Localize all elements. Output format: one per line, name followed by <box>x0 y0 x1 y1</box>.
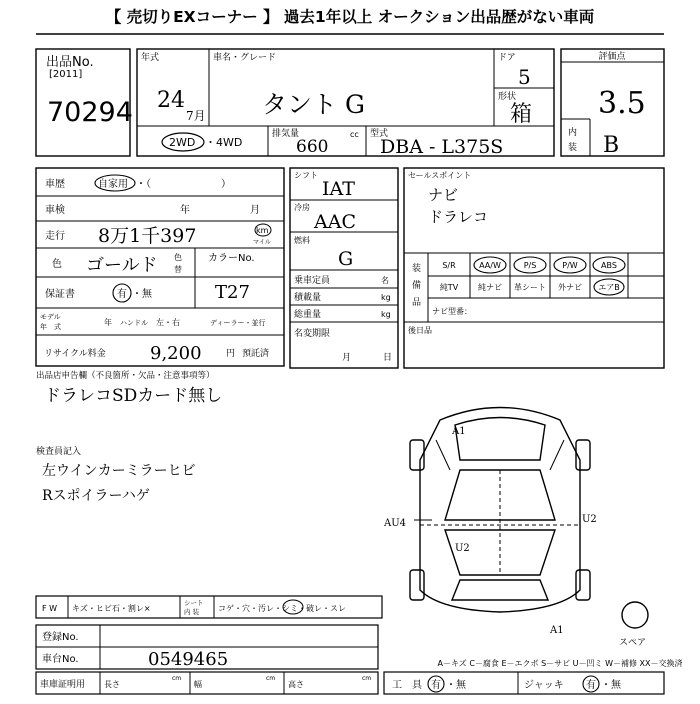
equip-airbag: エアB <box>598 283 620 292</box>
jack-label: ジャッキ <box>524 680 564 691</box>
handle-label: ハンドル <box>120 319 148 327</box>
model-year-value: 24 <box>157 88 185 113</box>
warranty-yes: 有 <box>117 289 127 300</box>
garage-cert-label: 車庫証明用 <box>40 680 86 690</box>
weight-unit: kg <box>381 310 391 319</box>
length-label: 長さ <box>104 680 120 689</box>
legend-seat-label-1: シート <box>184 599 204 607</box>
drive-4wd: ・4WD <box>205 136 243 149</box>
legend-fw-label: F W <box>42 604 58 613</box>
car-body-outline <box>420 408 580 613</box>
dealer-label: ディーラー・並行 <box>210 319 266 327</box>
color-note-1: 色 <box>174 253 182 262</box>
equipment-label-3: 品 <box>412 298 422 308</box>
inspection-year: 年 <box>180 205 190 216</box>
equip-ext-navi: 外ナビ <box>558 283 582 292</box>
spare-label: スペア <box>619 638 647 648</box>
mark-u2-right: U2 <box>582 514 597 525</box>
color-no-label: カラーNo. <box>208 253 255 264</box>
warranty-no: ・無 <box>132 289 152 300</box>
shape-label: 形状 <box>498 92 517 102</box>
car-diagram <box>410 408 648 629</box>
name-change-day: 日 <box>383 353 393 363</box>
color-label: 色 <box>52 259 62 270</box>
notes-label: 出品店申告欄（不良箇所・欠品・注意事項等） <box>36 371 215 381</box>
navi-model-label: ナビ型番： <box>432 307 472 316</box>
vehicle-name-value: タント G <box>262 90 365 119</box>
color-no-value: T27 <box>215 282 250 303</box>
equip-pw: P/W <box>562 261 578 270</box>
load-label: 積載量 <box>294 293 322 303</box>
score-label: 評価点 <box>598 52 626 62</box>
shift-value: IAT <box>322 178 355 200</box>
sales-line-1: ナビ <box>428 186 459 204</box>
ac-label: 冷房 <box>294 203 310 212</box>
shape-value: 箱 <box>510 102 533 127</box>
model-month-value: 7月 <box>186 109 206 123</box>
history-rest: ・（ ） <box>136 179 231 190</box>
color-value: ゴールド <box>86 255 158 276</box>
tools-yes: 有 <box>431 680 441 691</box>
tools-label: 工 具 <box>392 680 422 691</box>
model-year-unit: 年 <box>104 318 112 327</box>
weight-label: 総重量 <box>294 310 322 320</box>
capacity-unit: 名 <box>381 276 389 285</box>
mark-au4: AU4 <box>384 518 407 529</box>
load-unit: kg <box>381 293 391 302</box>
interior-label-1: 内 <box>568 128 578 138</box>
score-value: 3.5 <box>598 86 646 121</box>
mileage-unit-km: km <box>256 226 269 235</box>
height-label: 高さ <box>288 680 304 689</box>
rear-right-wheel <box>576 570 590 600</box>
displacement-unit: cc <box>350 130 359 139</box>
width-unit: cm <box>266 675 276 682</box>
spare-tire <box>622 602 648 628</box>
name-change-month: 月 <box>342 353 352 363</box>
width-label: 幅 <box>194 680 202 689</box>
ac-value: AAC <box>314 211 356 233</box>
model-code-label: 型式 <box>370 129 389 139</box>
displacement-label: 排気量 <box>272 129 300 139</box>
shift-label: シフト <box>294 171 318 180</box>
inspector-label: 検査員記入 <box>36 447 82 457</box>
fuel-value: G <box>338 248 354 270</box>
displacement-value: 660 <box>296 137 329 157</box>
recycle-label: リサイクル料金 <box>44 349 106 359</box>
tools-no: ・無 <box>446 680 466 691</box>
door-value: 5 <box>518 65 531 89</box>
interior-value: B <box>603 133 620 158</box>
lot-label: 出品No. <box>46 55 94 70</box>
lot-year-tag: [2011] <box>49 69 83 80</box>
capacity-label: 乗車定員 <box>294 276 331 286</box>
handle-options: 左・右 <box>156 318 180 327</box>
door-label: ドア <box>498 53 516 63</box>
mark-a1-bottom: A1 <box>550 625 564 636</box>
equip-tv: 純TV <box>439 283 459 292</box>
height-unit: cm <box>362 675 372 682</box>
recycle-value: 9,200 <box>150 343 202 364</box>
warranty-label: 保証書 <box>45 289 75 300</box>
jack-no: ・無 <box>601 680 621 691</box>
equip-navi: 純ナビ <box>478 283 502 292</box>
mileage-unit-mile: マイル <box>253 239 271 246</box>
legend-seat-items: コゲ・穴・汚レ・シミ・破レ・スレ <box>218 604 346 613</box>
car-rear-window <box>452 580 548 600</box>
mileage-label: 走行 <box>45 231 65 242</box>
equip-aaw: AA/W <box>479 261 501 270</box>
equip-ps: P/S <box>523 261 537 270</box>
rear-left-wheel <box>410 570 424 600</box>
history-label: 車歴 <box>45 179 65 190</box>
equip-leather: 革シート <box>514 283 546 292</box>
notes-text: ドラレコSDカード無し <box>44 386 223 406</box>
model-year-label: 年式 <box>141 53 160 63</box>
interior-label-2: 装 <box>568 143 578 153</box>
legend-fw-items: キズ・ヒビ石・割レ× <box>72 604 151 613</box>
mark-a1-top: A1 <box>452 426 466 437</box>
inspector-line-1: 左ウインカーミラーヒビ <box>42 463 196 479</box>
sales-line-2: ドラレコ <box>428 208 489 226</box>
recycle-unit: 円 <box>226 349 236 359</box>
model-code-value: DBA - L375S <box>380 136 504 158</box>
history-value: 自家用 <box>98 179 128 190</box>
recycle-note: 預託済 <box>242 349 270 359</box>
inspection-label: 車検 <box>45 205 65 216</box>
legend-seat-label-2: 内 装 <box>184 608 200 616</box>
fuel-label: 燃料 <box>294 236 310 245</box>
mileage-value: 8万1千397 <box>98 225 197 247</box>
equip-abs: ABS <box>601 261 617 270</box>
inspector-line-2: Rスポイラーハゲ <box>42 488 150 504</box>
car-hood <box>455 418 545 461</box>
model-label-2: 年 式 <box>40 323 61 331</box>
history-box <box>36 168 284 366</box>
color-note-2: 替 <box>174 265 182 274</box>
model-label-1: モデル <box>40 313 61 321</box>
sales-label: セールスポイント <box>408 171 472 180</box>
equip-sr: S/R <box>442 261 456 270</box>
mark-u2-mid: U2 <box>455 543 470 554</box>
damage-codes: A－キズ C－腐食 E－エクボ S－サビ U－凹ミ W－補修 XX－交換済 <box>437 659 683 668</box>
chassis-value: 0549465 <box>148 649 229 670</box>
jack-yes: 有 <box>586 680 596 691</box>
length-unit: cm <box>172 675 182 682</box>
header-title: 【 売切りEXコーナー 】 過去1年以上 オークション出品歴がない車両 <box>105 8 595 26</box>
name-change-label: 名変期限 <box>294 329 331 339</box>
inspection-month: 月 <box>250 205 260 216</box>
reg-label: 登録No. <box>42 632 79 643</box>
garage-cert-box <box>36 672 378 694</box>
lot-number: 70294 <box>47 97 133 128</box>
equipment-label-2: 備 <box>412 281 422 291</box>
drive-2wd: 2WD <box>169 136 196 149</box>
vehicle-name-label: 車名・グレード <box>213 53 277 63</box>
rear-seat-label: 後日品 <box>408 326 432 335</box>
chassis-label: 車台No. <box>42 654 79 665</box>
equipment-label-1: 装 <box>412 264 422 274</box>
